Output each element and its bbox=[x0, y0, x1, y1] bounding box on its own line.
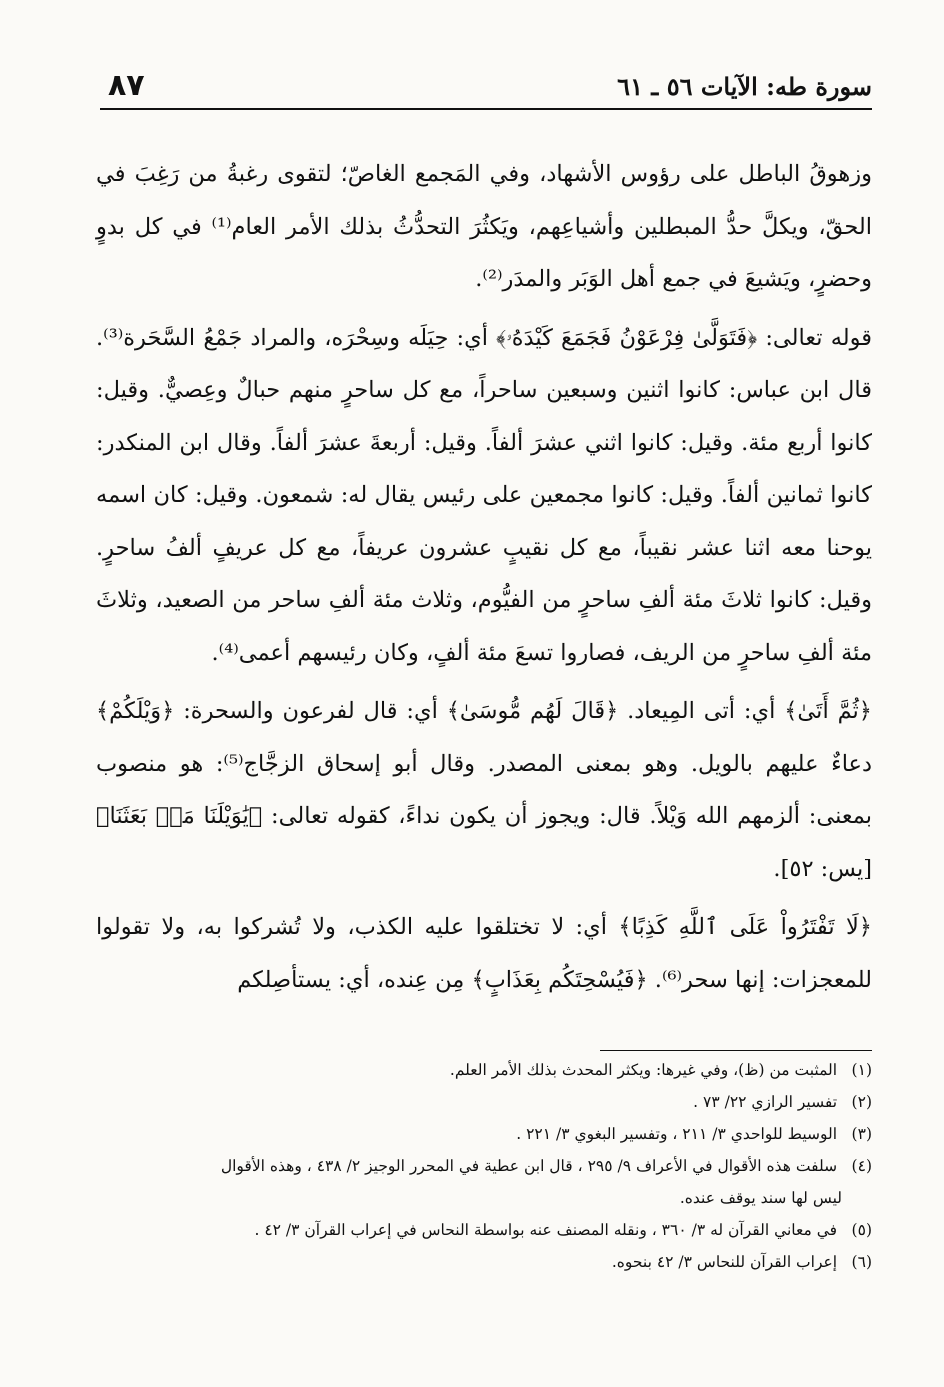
footnote bbox=[96, 1214, 872, 1246]
footnote-text: إعراب القرآن للنحاس ٣/ ٤٢ بنحوه. bbox=[611, 1253, 838, 1271]
paragraph: ﴿ثُمَّ أَتَىٰ﴾ أي: أتى المِيعاد. ﴿قَالَ لَهُم مُّوسَىٰ﴾ أي: قال لفرعون والسحرة: ﴿وَيْلَكُمْ﴾ دعاءٌ عليهم بالويل. وهو بمعنى المصدر. وقال أبو إسحاق الزجَّاج⁽⁵⁾: هو منصوب بمعنى: ألزمهم الله وَيْلاً. قال: ويجوز أن يكون نداءً، كقوله تعالى: ﴿يَٰوَيْلَنَا مَنۢ بَعَثَنَا﴾ [يس: ٥٢]. bbox=[96, 698, 872, 882]
footnote bbox=[96, 1150, 872, 1214]
footnote bbox=[96, 1246, 872, 1278]
paragraph: قوله تعالى: ﴿فَتَوَلَّىٰ فِرْعَوْنُ فَجَمَعَ كَيْدَهُۥ﴾ أي: حِيَلَه وسِحْرَه، والمراد جَمْعُ السَّحَرة⁽³⁾. قال ابن عباس: كانوا اثنين وسبعين ساحراً، مع كل ساحرٍ منهم حبالٌ وعِصيٌّ. وقيل: كانوا أربع مئة. وقيل: كانوا اثني عشرَ ألفاً. وقيل: أربعةَ عشرَ ألفاً. وقال ابن المنكدر: كانوا ثمانين ألفاً. وقيل: كانوا مجمعين على رئيس يقال له: شمعون. وقيل: كان اسمه يوحنا معه اثنا عشر نقيباً، مع كل نقيبٍ عشرون عريفاً، مع كل عريفٍ ألفُ ساحرٍ. وقيل: كانوا ثلاثَ مئة ألفِ ساحرٍ من الفيُّوم، وثلاث مئة ألفِ ساحر من الصعيد، وثلاثَ مئة ألفِ ساحرٍ من الريف، فصاروا تسعَ مئة ألفٍ، وكان رئيسهم أعمى⁽⁴⁾. bbox=[96, 324, 872, 666]
footnotes bbox=[96, 1054, 872, 1278]
footnote-number: (٣) bbox=[851, 1125, 872, 1143]
footnote-number: (٤) bbox=[851, 1157, 872, 1175]
footnote-continuation: ليس لها سند يوقف عنده. bbox=[679, 1189, 842, 1207]
paragraph: ﴿لَا تَفْتَرُواْ عَلَى ٱللَّهِ كَذِبًا﴾ أي: لا تختلقوا عليه الكذب، ولا تُشركوا به، ولا تقولوا للمعجزات: إنها سحر⁽⁶⁾. ﴿فَيُسْحِتَكُم بِعَذَابٍ﴾ مِن عِنده، أي: يستأصِلكم bbox=[96, 914, 872, 993]
footnote-divider bbox=[600, 1050, 872, 1051]
footnote bbox=[96, 1086, 872, 1118]
page-number: ٨٧ bbox=[108, 68, 145, 103]
footnote-text: تفسير الرازي ٢٢/ ٧٣ . bbox=[693, 1093, 838, 1111]
footnote-text: الوسيط للواحدي ٣/ ٢١١ ، وتفسير البغوي ٣/ ٢٢١ . bbox=[516, 1125, 838, 1143]
running-head: سورة طه: الآيات ٥٦ ـ ٦١ bbox=[617, 72, 872, 101]
paragraph: وزهوقُ الباطل على رؤوس الأشهاد، وفي المَجمع الغاصّ؛ لتقوى رغبةُ من رَغِبَ في الحقّ، ويكلَّ حدُّ المبطلين وأشياعِهم، ويَكثُرَ التحدُّثُ بذلك الأمر العام⁽¹⁾ في كل بدوٍ وحضرٍ، ويَشيعَ في جمع أهل الوَبَر والمدَر⁽²⁾. bbox=[96, 161, 872, 292]
footnote-text: في معاني القرآن له ٣/ ٣٦٠ ، ونقله المصنف عنه بواسطة النحاس في إعراب القرآن ٣/ ٤٢ . bbox=[254, 1221, 838, 1239]
footnote-text: سلفت هذه الأقوال في الأعراف ٩/ ٢٩٥ ، قال ابن عطية في المحرر الوجيز ٢/ ٤٣٨ ، وهذه الأقوال bbox=[220, 1157, 838, 1175]
footnote bbox=[96, 1054, 872, 1086]
footnote-number: (٦) bbox=[851, 1253, 872, 1271]
main-text bbox=[96, 148, 872, 1006]
footnote-number: (٥) bbox=[851, 1221, 872, 1239]
footnote-number: (١) bbox=[851, 1061, 872, 1079]
footnote-number: (٢) bbox=[851, 1093, 872, 1111]
footnote-text: المثبت من (ظ)، وفي غيرها: ويكثر المحدث بذلك الأمر العلم. bbox=[449, 1061, 838, 1079]
page-header bbox=[100, 62, 872, 110]
footnote bbox=[96, 1118, 872, 1150]
